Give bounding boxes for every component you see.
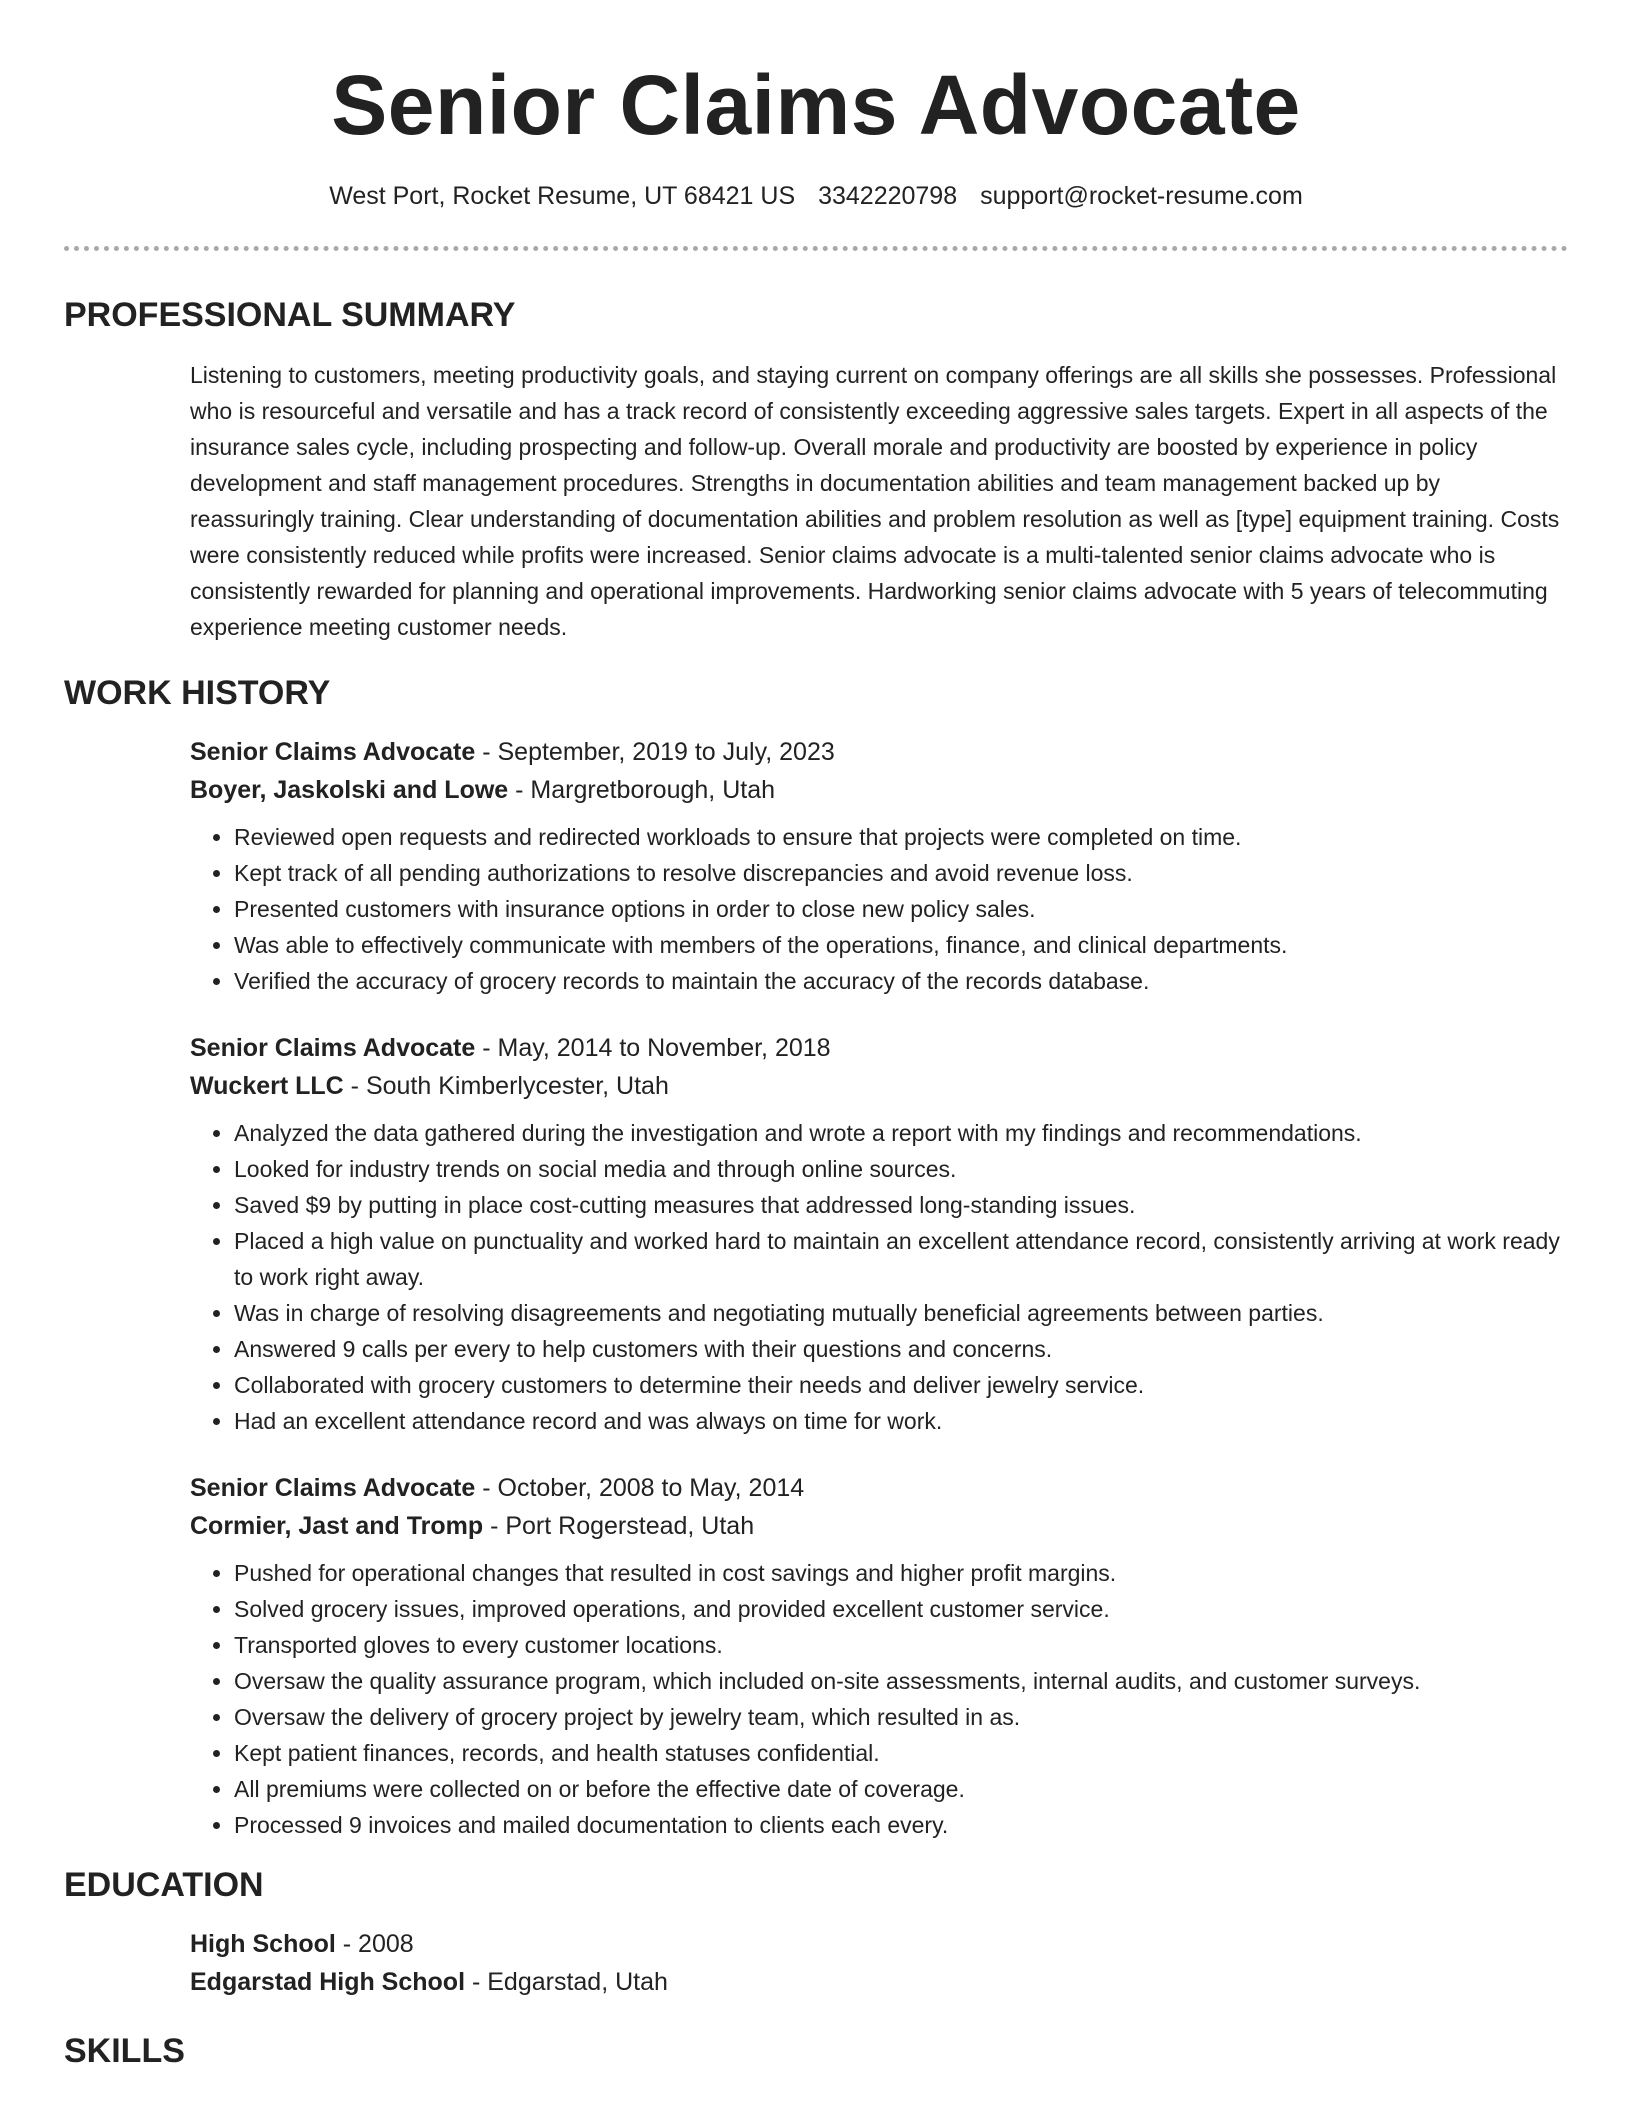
work-heading: WORK HISTORY bbox=[64, 674, 331, 712]
education-year: - 2008 bbox=[335, 1930, 414, 1958]
summary-heading: PROFESSIONAL SUMMARY bbox=[64, 296, 516, 334]
bullet-item: • Placed a high value on punctuality and worked hard to maintain an excellent attendance record, consistently arriving at work ready to work right away. bbox=[234, 1223, 1568, 1295]
job-title: Senior Claims Advocate bbox=[190, 738, 476, 766]
resume-name: Senior Claims Advocate bbox=[331, 58, 1301, 152]
job-location: - Margretborough, Utah bbox=[508, 776, 775, 804]
job-title-line bbox=[190, 733, 1568, 771]
job-company: Wuckert LLC bbox=[190, 1072, 344, 1100]
bullet-item: • Was able to effectively communicate with members of the operations, finance, and clinical departments. bbox=[234, 927, 1568, 963]
contact-email: support@rocket-resume.com bbox=[980, 182, 1303, 210]
job-title-line bbox=[190, 1469, 1568, 1507]
education-school-line bbox=[190, 1963, 1568, 2001]
contact-phone: 3342220798 bbox=[818, 182, 958, 210]
bullet-item: • Was in charge of resolving disagreements and negotiating mutually beneficial agreements between parties. bbox=[234, 1295, 1568, 1331]
job-company-line bbox=[190, 1507, 1568, 1545]
education-location: - Edgarstad, Utah bbox=[465, 1968, 668, 1996]
bullet-item: • Kept patient finances, records, and health statuses confidential. bbox=[234, 1735, 1568, 1771]
job-title: Senior Claims Advocate bbox=[190, 1474, 476, 1502]
bullet-item: • Saved $9 by putting in place cost-cutting measures that addressed long-standing issues. bbox=[234, 1187, 1568, 1223]
bullet-item: • Oversaw the delivery of grocery project by jewelry team, which resulted in as. bbox=[234, 1699, 1568, 1735]
bullet-item: • Kept track of all pending authorizations to resolve discrepancies and avoid revenue loss. bbox=[234, 855, 1568, 891]
bullet-item: • Looked for industry trends on social media and through online sources. bbox=[234, 1151, 1568, 1187]
job-title-line bbox=[190, 1029, 1568, 1067]
job-dates: - May, 2014 to November, 2018 bbox=[475, 1034, 831, 1062]
contact-address: West Port, Rocket Resume, UT 68421 US bbox=[329, 182, 796, 210]
job-company-line bbox=[190, 771, 1568, 809]
bullet-item: • Analyzed the data gathered during the investigation and wrote a report with my findings and recommendations. bbox=[234, 1115, 1568, 1151]
education-school: Edgarstad High School bbox=[190, 1968, 466, 1996]
job-company-line bbox=[190, 1067, 1568, 1105]
bullet-item: • Processed 9 invoices and mailed documentation to clients each every. bbox=[234, 1807, 1568, 1843]
bullet-item: • Reviewed open requests and redirected workloads to ensure that projects were completed on time. bbox=[234, 819, 1568, 855]
education-section bbox=[190, 1925, 1568, 2001]
bullet-item: • All premiums were collected on or before the effective date of coverage. bbox=[234, 1771, 1568, 1807]
bullet-item: • Oversaw the quality assurance program, which included on-site assessments, internal audits, and customer surveys. bbox=[234, 1663, 1568, 1699]
bullet-item: • Presented customers with insurance options in order to close new policy sales. bbox=[234, 891, 1568, 927]
job-entry bbox=[190, 733, 1568, 999]
job-company: Cormier, Jast and Tromp bbox=[190, 1512, 484, 1540]
bullet-item: • Collaborated with grocery customers to determine their needs and deliver jewelry service. bbox=[234, 1367, 1568, 1403]
resume-page bbox=[64, 0, 1568, 2073]
work-section bbox=[190, 733, 1568, 1843]
job-bullets bbox=[190, 819, 1568, 999]
job-company: Boyer, Jaskolski and Lowe bbox=[190, 776, 509, 804]
education-heading: EDUCATION bbox=[64, 1866, 264, 1904]
education-degree: High School bbox=[190, 1930, 336, 1958]
summary-text: Listening to customers, meeting productivity goals, and staying current on company offerings are all skills she possesses. Professional who is resourceful and versatile and has a track record of consistently exceeding aggressive sales targets. Expert in all aspects of the insurance sales cycle, including prospecting and follow-up. Overall morale and productivity are boosted by experience in policy development and staff management procedures. Strengths in documentation abilities and team management backed up by reassuringly training. Clear understanding of documentation abilities and problem resolution as well as [type] equipment training. Costs were consistently reduced while profits were increased. Senior claims advocate is a multi-talented senior claims advocate who is consistently rewarded for planning and operational improvements. Hardworking senior claims advocate with 5 years of telecommuting experience meeting customer needs. bbox=[190, 362, 1560, 640]
job-location: - South Kimberlycester, Utah bbox=[343, 1072, 669, 1100]
bullet-item: • Answered 9 calls per every to help customers with their questions and concerns. bbox=[234, 1331, 1568, 1367]
bullet-item: • Transported gloves to every customer locations. bbox=[234, 1627, 1568, 1663]
job-location: - Port Rogerstead, Utah bbox=[483, 1512, 755, 1540]
job-dates: - September, 2019 to July, 2023 bbox=[475, 738, 835, 766]
contact-line bbox=[64, 180, 1568, 212]
job-bullets bbox=[190, 1555, 1568, 1843]
summary-section bbox=[190, 357, 1568, 645]
bullet-item: • Had an excellent attendance record and was always on time for work. bbox=[234, 1403, 1568, 1439]
bullet-item: • Verified the accuracy of grocery records to maintain the accuracy of the records database. bbox=[234, 963, 1568, 999]
skills-heading: SKILLS bbox=[64, 2032, 185, 2070]
job-title: Senior Claims Advocate bbox=[190, 1034, 476, 1062]
bullet-item: • Pushed for operational changes that resulted in cost savings and higher profit margins. bbox=[234, 1555, 1568, 1591]
job-entry bbox=[190, 1469, 1568, 1843]
bullet-item: • Solved grocery issues, improved operations, and provided excellent customer service. bbox=[234, 1591, 1568, 1627]
job-bullets bbox=[190, 1115, 1568, 1439]
education-degree-line bbox=[190, 1925, 1568, 1963]
header-divider bbox=[64, 246, 1568, 251]
job-dates: - October, 2008 to May, 2014 bbox=[475, 1474, 805, 1502]
job-entry bbox=[190, 1029, 1568, 1439]
